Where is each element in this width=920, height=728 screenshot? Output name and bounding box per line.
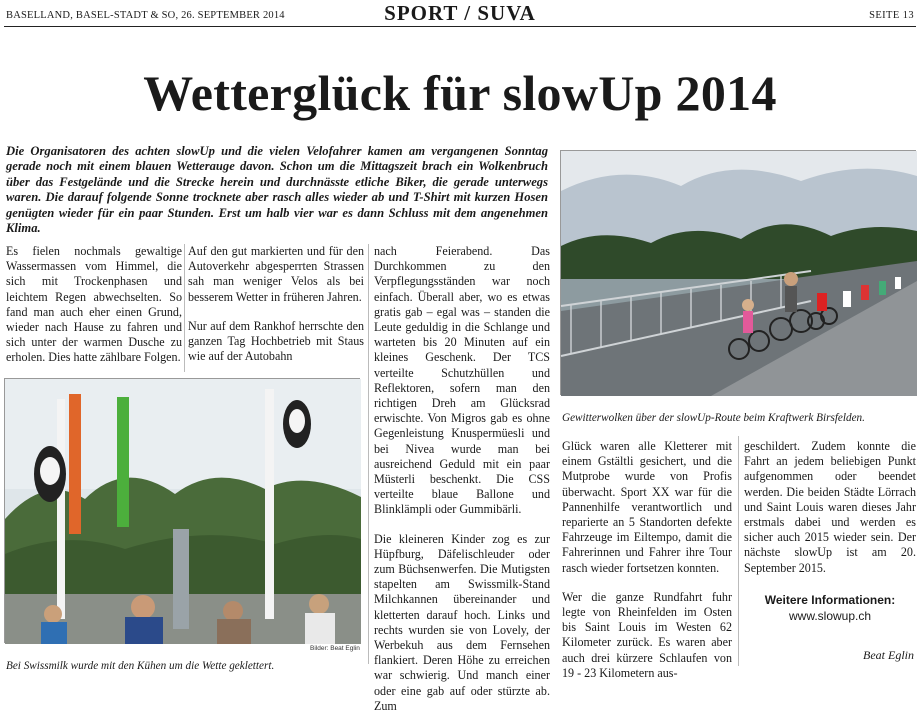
paragraph: Die kleineren Kinder zog es zur Hüpfburg, Däfelischleuder oder zum Büchsenwerfen. Die Mutigsten stapelten am Swissmilk-Stand Milchkannen übereinander und kletterten darauf hoch. Links und rechts wurden sie von Lovely, der Werbekuh aus dem Fernsehen flankiert. Deren Höhe zu erreichen war schwierig. Und manch einer oder eine gab auf oder stürzte ab. Zum bbox=[374, 531, 550, 713]
paragraph: Wer die ganze Rundfahrt fuhr legte von Rheinfelden im Osten bis Saint Louis im Westen 62 Kilometer zurück. Es waren aber auch drei kürzere Schlaufen von 19 - 23 Kilometern aus- bbox=[562, 589, 732, 680]
article-column-5 bbox=[744, 439, 916, 590]
paragraph: nach Feierabend. Das Durchkommen zu den Verpflegungsständen war noch einfach. Überall aber, wo es etwas gratis gab – egal was – standen die Leute geduldig in die Schlange und warteten bis 20 Minuten auf ein kleines Geschenk. Der TCS verteilte Schutzhüllen und Reflektoren, sofern man den richtigen Dreh am Glücksrad erwischte. Von Migros gab es ohne Gegenleistung Knuspermüesli und bei Nivea wurde man bei ausreichend Geduld mit ein paar Müsterli beschenkt. Die CSS verteilte blaue Ballone und Blinklämpli oder Gummibärli. bbox=[374, 244, 550, 517]
section-title: SPORT / SUVA bbox=[384, 1, 536, 25]
article-headline: Wetterglück für slowUp 2014 bbox=[143, 65, 777, 121]
photo-caption: Bei Swissmilk wurde mit den Kühen um die Wette geklettert. bbox=[6, 660, 275, 672]
article-author: Beat Eglin bbox=[863, 648, 914, 662]
article-column-2 bbox=[188, 244, 364, 378]
article-lead: Die Organisatoren des achten slowUp und die vielen Velofahrer kamen am vergangenen Sonntag gerade noch mit einem blauen Wetterauge davon. Schon um die Mittagszeit brach ein Wolkenbruch über das Festgelände und die Strecke herein und durchnässte etliche Biker, die gerade unterwegs waren. Die darauf folgende Sonne trocknete aber rasch alles wieder ab und T-Shirt mit kurzen Hosen genügten wieder für ein paar Stunden. Erst um halb vier war es dann Schluss mit dem angenehmen Klima. bbox=[6, 144, 548, 236]
article-column-3 bbox=[374, 244, 550, 728]
photo-bridge-cyclists bbox=[560, 150, 916, 395]
photo-credit: Bilder: Beat Eglin bbox=[310, 645, 360, 652]
more-info-box bbox=[744, 592, 916, 624]
photo-swissmilk-climbing bbox=[4, 378, 360, 643]
column-divider bbox=[184, 244, 185, 372]
column-divider bbox=[368, 244, 369, 664]
more-info-link[interactable]: www.slowup.ch bbox=[788, 609, 872, 623]
photo-caption: Gewitterwolken über der slowUp-Route beim Kraftwerk Birsfelden. bbox=[562, 412, 865, 424]
paragraph: geschildert. Zudem konnte die Fahrt an jedem beliebigen Punkt aufgenommen oder beendet werden. Die beiden Städte Lörrach und Saint Louis waren dieses Jahr erstmals dabei und werden es sicher auch 2015 wieder sein. Der nächste slowUp ist am 20. September 2015. bbox=[744, 439, 916, 575]
article-column-1 bbox=[6, 244, 182, 380]
header-rule bbox=[4, 26, 916, 27]
header-issue-info: BASELLAND, BASEL-STADT & SO, 26. SEPTEMBER 2014 bbox=[6, 10, 285, 21]
paragraph: Glück waren alle Kletterer mit einem Gstältli gesichert, und die Mutprobe wurde von Profis überwacht. Sport XX war für die Pannenhilfe verantwortlich und reparierte an 5 Standorten defekte Fahrzeuge im Eiltempo, damit die Fahrerinnen und Fahrer ihre Tour rasch wieder fortsetzen konnten. bbox=[562, 439, 732, 575]
article-column-4 bbox=[562, 439, 732, 695]
paragraph: Nur auf dem Rankhof herrschte den ganzen Tag Hochbetrieb mit Staus wie auf der Autobahn bbox=[188, 318, 364, 364]
more-info-title: Weitere Informationen: bbox=[764, 593, 896, 607]
paragraph: Es fielen nochmals gewaltige Wassermassen vom Himmel, die sich mit Trockenphasen und leichtem Regen abwechselten. So fand man auch eher einen Grund, wieder nach Hause zu fahren und sich unter der warmen Dusche zu erholen. Dies hatte zählbare Folgen. bbox=[6, 244, 182, 365]
page-number: SEITE 13 bbox=[869, 10, 914, 21]
paragraph: Auf den gut markierten und für den Autoverkehr abgesperrten Strassen sah man weniger Velos als bei besserem Wetter in früheren Jahren. bbox=[188, 244, 364, 304]
column-divider bbox=[738, 436, 739, 666]
